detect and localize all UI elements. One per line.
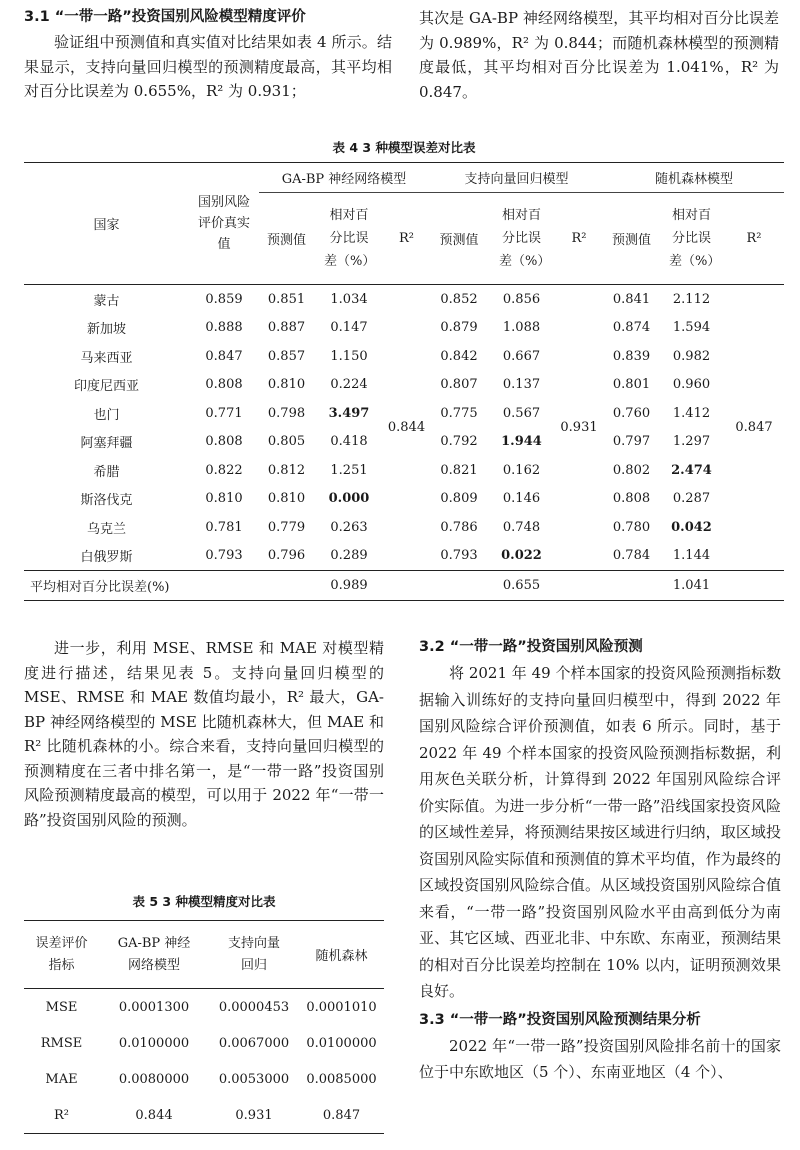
table4-header-svr: 支持向量回归模型 bbox=[429, 163, 604, 193]
table4-avg-svr: 0.655 bbox=[502, 578, 541, 593]
table5-body bbox=[24, 989, 384, 1134]
table4-cell-ga-err: 3.497 bbox=[328, 405, 370, 421]
table4-cell-svr-err: 0.748 bbox=[502, 519, 541, 535]
table5-value: 0.0085000 bbox=[306, 1071, 377, 1087]
table4-average-row bbox=[24, 571, 784, 601]
section-3-1 bbox=[24, 4, 392, 104]
table4-cell-country: 乌克兰 bbox=[86, 521, 126, 537]
table4-header-rf: 随机森林模型 bbox=[604, 163, 784, 193]
table4-cell-svr-pred: 0.786 bbox=[440, 519, 478, 535]
table4-cell-country: 白俄罗斯 bbox=[80, 550, 133, 566]
table5-header: 误差评价指标 bbox=[35, 935, 88, 973]
section-3-1-heading: 3.1 “一带一路”投资国别风险模型精度评价 bbox=[24, 9, 306, 25]
table4-cell-svr-pred: 0.821 bbox=[440, 462, 478, 478]
table4-cell-country: 新加坡 bbox=[86, 322, 126, 338]
table5-value: 0.847 bbox=[322, 1107, 361, 1123]
table4-cell-rf-pred: 0.802 bbox=[612, 462, 651, 478]
table4-cell-country: 希腊 bbox=[93, 464, 120, 480]
table4-cell-rf-pred: 0.874 bbox=[612, 320, 651, 336]
table4-cell-rf-pred: 0.784 bbox=[612, 548, 651, 564]
section-3-2-heading: 3.2 “一带一路”投资国别风险预测 bbox=[419, 639, 643, 655]
table4-cell-ga-err: 0.224 bbox=[330, 377, 368, 393]
table4-avg-label: 平均相对百分比误差(%) bbox=[30, 580, 170, 595]
table5-value: 0.0100000 bbox=[306, 1035, 377, 1051]
table4-cell-rf-err: 2.474 bbox=[671, 462, 712, 478]
table4-cell-actual: 0.771 bbox=[205, 405, 243, 421]
table5-metric: RMSE bbox=[40, 1035, 83, 1051]
table4-cell-rf-pred: 0.760 bbox=[612, 405, 651, 421]
table4-cell-rf-err: 1.412 bbox=[672, 405, 711, 421]
table4-cell-ga-pred: 0.857 bbox=[267, 348, 306, 364]
table4-header-actual: 国别风险评价真实值 bbox=[189, 163, 259, 285]
table4-cell-svr-pred: 0.775 bbox=[440, 405, 478, 421]
table-row bbox=[24, 989, 384, 1026]
table5-value: 0.0000453 bbox=[218, 999, 290, 1015]
section-3-3-para: 2022 年“一带一路”投资国别风险排名前十的国家位于中东欧地区（5 个）、东南亚地区（4 个）、 bbox=[419, 1036, 781, 1081]
table4-cell-country: 印度尼西亚 bbox=[73, 379, 139, 395]
table4-cell-country: 蒙古 bbox=[93, 293, 120, 309]
table5-value: 0.931 bbox=[235, 1107, 273, 1123]
table4-cell-svr-pred: 0.809 bbox=[440, 491, 478, 507]
table4-cell-actual: 0.810 bbox=[205, 491, 243, 507]
table4-cell-rf-err: 0.042 bbox=[671, 519, 712, 535]
table4-cell-ga-err: 1.150 bbox=[330, 348, 368, 364]
para-mid-left-block bbox=[24, 636, 384, 832]
section-3-2 bbox=[419, 634, 781, 1085]
table4-cell-ga-pred: 0.810 bbox=[267, 377, 306, 393]
table4-cell-country: 也门 bbox=[93, 407, 120, 423]
table4-cell-actual: 0.793 bbox=[205, 548, 243, 564]
table4-sub-r2: R² bbox=[746, 231, 762, 246]
table5-value: 0.0067000 bbox=[218, 1035, 290, 1051]
table4-cell-ga-err: 1.034 bbox=[330, 291, 368, 307]
table4-cell-svr-err: 0.856 bbox=[502, 291, 541, 307]
table4-sub-err: 相对百分比误差（%） bbox=[669, 208, 721, 269]
table4-cell-rf-pred: 0.841 bbox=[612, 291, 651, 307]
table4-cell-ga-pred: 0.805 bbox=[267, 434, 306, 450]
table4-r2-cell: 0.931 bbox=[560, 420, 598, 435]
table4-cell-svr-err: 0.567 bbox=[502, 405, 541, 421]
table4-cell-svr-err: 0.022 bbox=[501, 548, 542, 564]
section-3-3-heading: 3.3 “一带一路”投资国别风险预测结果分析 bbox=[419, 1011, 701, 1028]
table4-cell-svr-err: 0.667 bbox=[502, 348, 541, 364]
table5-header-row bbox=[24, 921, 384, 989]
table5-value: 0.844 bbox=[135, 1107, 173, 1123]
table4-cell-actual: 0.781 bbox=[205, 519, 243, 535]
table4-cell-ga-err: 1.251 bbox=[330, 462, 368, 478]
table4-cell-ga-pred: 0.887 bbox=[267, 320, 306, 336]
table5-header: 支持向量回归 bbox=[227, 935, 280, 973]
table-row bbox=[24, 1025, 384, 1061]
table4-r2-cell: 0.844 bbox=[387, 420, 426, 435]
table4-sub-err: 相对百分比误差（%） bbox=[324, 208, 376, 269]
table4-cell-ga-err: 0.263 bbox=[330, 519, 368, 535]
table4-cell-country: 阿塞拜疆 bbox=[80, 436, 133, 452]
table4-cell-ga-err: 0.000 bbox=[328, 491, 370, 507]
table5 bbox=[24, 920, 384, 1134]
table4-cell-rf-pred: 0.801 bbox=[612, 377, 651, 393]
table4-cell-ga-err: 0.147 bbox=[330, 320, 368, 336]
table4-cell-rf-err: 2.112 bbox=[672, 291, 711, 307]
table4-cell-ga-pred: 0.812 bbox=[267, 462, 306, 478]
table4-sub-pred: 预测值 bbox=[439, 233, 479, 248]
table4-cell-svr-err: 1.944 bbox=[501, 434, 542, 450]
table4-cell-actual: 0.888 bbox=[205, 320, 243, 336]
table4-avg-rf: 1.041 bbox=[672, 578, 711, 593]
table4-cell-svr-pred: 0.842 bbox=[440, 348, 478, 364]
table4-cell-svr-err: 0.146 bbox=[502, 491, 541, 507]
table4-cell-rf-pred: 0.839 bbox=[612, 348, 651, 364]
table4-body bbox=[24, 285, 784, 571]
table4-cell-ga-pred: 0.810 bbox=[267, 491, 306, 507]
table4-cell-svr-err: 1.088 bbox=[502, 320, 541, 336]
table4-cell-country: 马来西亚 bbox=[80, 350, 133, 366]
table4-cell-svr-err: 0.137 bbox=[502, 377, 541, 393]
table4-cell-svr-pred: 0.793 bbox=[440, 548, 478, 564]
section-3-2-para: 将 2021 年 49 个样本国家的投资风险预测指标数据输入训练好的支持向量回归模型中，得到 2022 年国别风险综合评价预测值，如表 6 所示。同时，基于 2022 年 49 个样本国家的投资风险预测指标数据，利用灰色关联分析，计算得到 2022 年国别风险综合评价实际值。为进一步分析“一带一路”沿线国家投资风险的区域性差异，将预测结果按区域进行归纳，取区域投资国别风险实际值和预测值的算术平均值，作为最终的区域投资国别风险综合值。从区域投资国别风险综合值来看，“一带一路”投资国别风险水平由高到低分为南亚、其它区域、西亚北非、中东欧、东南亚，预测结果的相对百分比误差均控制在 10% 以内，证明预测效果良好。 bbox=[419, 664, 781, 1000]
table4-cell-ga-pred: 0.798 bbox=[267, 405, 306, 421]
table-row bbox=[24, 1097, 384, 1134]
table5-header: 随机森林 bbox=[315, 949, 368, 964]
table4-header-country: 国家 bbox=[24, 163, 189, 285]
table4-cell-actual: 0.808 bbox=[205, 377, 243, 393]
table4-cell-rf-err: 1.594 bbox=[672, 320, 711, 336]
table4-header-gabp: GA-BP 神经网络模型 bbox=[259, 163, 429, 193]
table4-r2-cell: 0.847 bbox=[735, 420, 773, 435]
table4-cell-rf-err: 0.982 bbox=[672, 348, 711, 364]
table4-cell-svr-pred: 0.807 bbox=[440, 377, 478, 393]
table4-cell-svr-pred: 0.792 bbox=[440, 434, 478, 450]
table4-cell-ga-err: 0.289 bbox=[330, 548, 368, 564]
table5-header: GA-BP 神经网络模型 bbox=[117, 935, 191, 973]
table4-cell-ga-pred: 0.796 bbox=[267, 548, 306, 564]
table4-cell-ga-err: 0.418 bbox=[330, 434, 368, 450]
table5-value: 0.0080000 bbox=[118, 1071, 190, 1087]
section-3-1-para-right: 其次是 GA-BP 神经网络模型，其平均相对百分比误差为 0.989%，R² 为 0.844；而随机森林模型的预测精度最低，其平均相对百分比误差为 1.041%，R² 为 0.847。 bbox=[419, 9, 779, 101]
table4-cell-actual: 0.859 bbox=[205, 291, 243, 307]
table4-cell-ga-pred: 0.779 bbox=[267, 519, 306, 535]
table5-value: 0.0001300 bbox=[118, 999, 190, 1015]
para-mid-left: 进一步，利用 MSE、RMSE 和 MAE 对模型精度进行描述，结果见表 5。支持向量回归模型的 MSE、RMSE 和 MAE 数值均最小，R² 最大，GA-BP 神经网络模型的 MSE 比随机森林大，但 MAE 和 R² 比随机森林的小。综合来看，支持向量回归模型的预测精度在三者中排名第一，是“一带一路”投资国别风险预测精度最高的模型，可以用于 2022 年“一带一路”投资国别风险的预测。 bbox=[24, 639, 384, 829]
table4-cell-rf-pred: 0.797 bbox=[612, 434, 651, 450]
table4-cell-actual: 0.847 bbox=[205, 348, 243, 364]
table4-cell-rf-err: 0.287 bbox=[672, 491, 711, 507]
table4-cell-ga-pred: 0.851 bbox=[267, 291, 306, 307]
table5-value: 0.0053000 bbox=[218, 1071, 290, 1087]
table4-cell-actual: 0.822 bbox=[205, 462, 243, 478]
table4-cell-actual: 0.808 bbox=[205, 434, 243, 450]
table4-sub-err: 相对百分比误差（%） bbox=[499, 208, 551, 269]
table-row bbox=[24, 1061, 384, 1097]
table5-value: 0.0001010 bbox=[306, 999, 377, 1015]
table4 bbox=[24, 162, 784, 601]
table4-cell-rf-err: 1.144 bbox=[672, 548, 711, 564]
table5-caption: 表 5 3 种模型精度对比表 bbox=[132, 894, 276, 909]
table4-cell-svr-pred: 0.879 bbox=[440, 320, 478, 336]
table4-cell-rf-pred: 0.808 bbox=[612, 491, 651, 507]
table4-cell-svr-pred: 0.852 bbox=[440, 291, 478, 307]
table5-metric: R² bbox=[54, 1107, 69, 1123]
table4-sub-r2: R² bbox=[571, 231, 587, 246]
table5-value: 0.0100000 bbox=[118, 1035, 190, 1051]
table4-cell-rf-err: 1.297 bbox=[672, 434, 711, 450]
section-3-1-continued bbox=[419, 6, 779, 104]
table4-cell-country: 斯洛伐克 bbox=[80, 493, 133, 509]
table4-cell-rf-pred: 0.780 bbox=[612, 519, 651, 535]
table5-metric: MSE bbox=[45, 999, 78, 1015]
table4-avg-gabp: 0.989 bbox=[330, 578, 368, 593]
table-row bbox=[24, 285, 784, 314]
table4-sub-r2: R² bbox=[399, 231, 414, 246]
table4-sub-pred: 预测值 bbox=[266, 233, 306, 248]
table4-caption: 表 4 3 种模型误差对比表 bbox=[332, 140, 476, 155]
table4-cell-svr-err: 0.162 bbox=[502, 462, 541, 478]
table4-cell-rf-err: 0.960 bbox=[672, 377, 711, 393]
section-3-1-para-left: 验证组中预测值和真实值对比结果如表 4 所示。结果显示，支持向量回归模型的预测精度最高，其平均相对百分比误差为 0.655%，R² 为 0.931； bbox=[24, 33, 392, 100]
table5-metric: MAE bbox=[45, 1071, 78, 1087]
table4-sub-pred: 预测值 bbox=[611, 233, 651, 248]
